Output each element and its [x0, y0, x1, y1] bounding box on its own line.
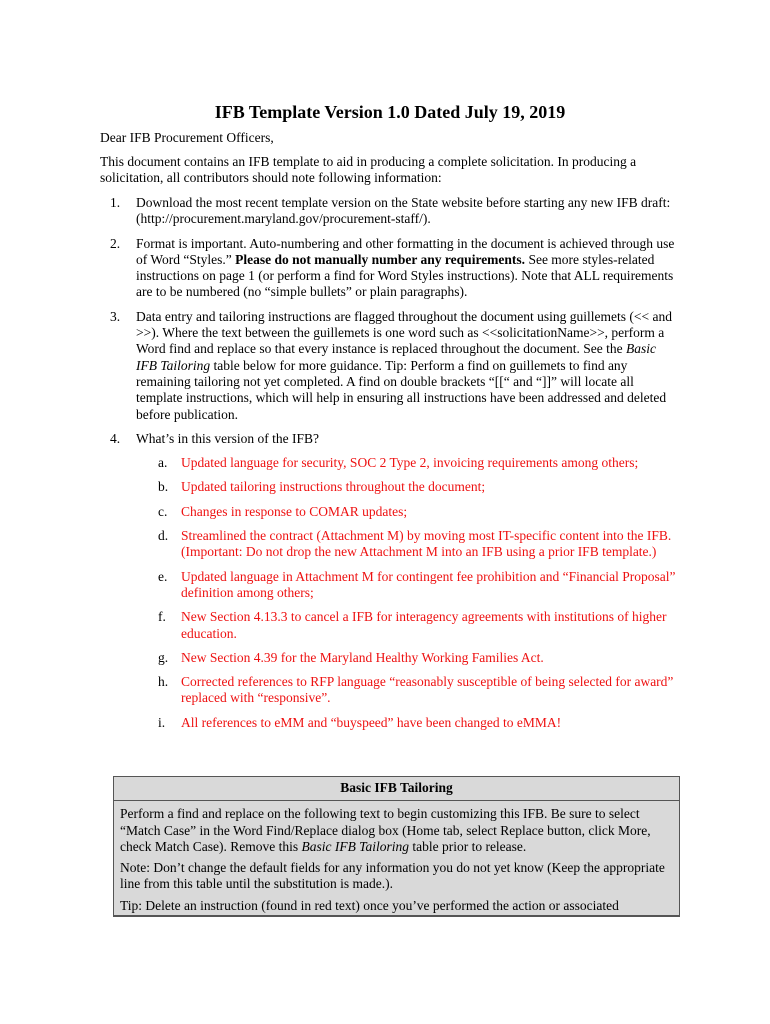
item-text-italic: Basic IFB Tailoring	[136, 341, 656, 373]
list-number: 3.	[110, 308, 121, 324]
item-text-run: See more styles-related instructions on page 1 (or perform a find for Word Styles instructions). Note that ALL requirements are to be numbered (no “simple bullets” or plain paragraphs).	[136, 251, 674, 300]
sub-list-item	[136, 650, 680, 666]
item-text-run: table below for more guidance. Tip: Perform a find on guillemets to find any remaining tailoring not yet completed. A find on double brackets “[[“ and “]]” will locate all template instructions, which will help in ensuring all instructions have been addressed and deleted before publication.	[136, 357, 667, 422]
table-bottom-border	[113, 915, 680, 917]
sub-list-letter: e.	[158, 568, 168, 584]
basic-ifb-tailoring-table	[113, 776, 680, 917]
list-number: 4.	[110, 430, 121, 446]
instruction-list	[100, 195, 680, 739]
table-text-italic: Basic IFB Tailoring	[301, 838, 409, 854]
document-title: IFB Template Version 1.0 Dated July 19, 2019	[214, 102, 566, 122]
sub-list-item	[136, 528, 680, 561]
item-text: What’s in this version of the IFB?	[136, 430, 319, 446]
item-text	[136, 195, 670, 226]
greeting: Dear IFB Procurement Officers,	[100, 130, 274, 145]
sub-item-text: New Section 4.13.3 to cancel a IFB for interagency agreements with institutions of higher education.	[181, 609, 667, 641]
sub-list-letter: i.	[158, 714, 166, 730]
list-number: 1.	[110, 195, 121, 210]
sub-list-item	[136, 569, 680, 602]
item-text	[136, 309, 672, 422]
item-text-run: Format is important. Auto-numbering and other formatting in the document is achieved through use of Word “Styles.”	[136, 235, 675, 267]
sub-list-letter: c.	[158, 503, 168, 519]
list-item	[100, 431, 680, 731]
sub-item-text: Streamlined the contract (Attachment M) by moving most IT-specific content into the IFB. (Important: Do not drop the new Attachment M into an IFB using a prior IFB template.)	[181, 528, 672, 560]
sub-list-item	[136, 609, 680, 642]
sub-item-text: New Section 4.39 for the Maryland Healthy Working Families Act.	[181, 649, 544, 665]
sub-list-letter: g.	[158, 649, 169, 665]
sub-list-item	[136, 455, 680, 471]
item-text-bold: Please do not manually number any requirements.	[235, 251, 526, 267]
sub-item-text: Updated language in Attachment M for contingent fee prohibition and “Financial Proposal” definition among others;	[181, 568, 676, 600]
list-item	[100, 309, 680, 423]
item-text-run: Download the most recent template version on the State website before starting any new IFB draft: (http://procurement.maryland.gov/procurement-staff/).	[136, 195, 671, 227]
sub-list-item	[136, 479, 680, 495]
intro-paragraph: This document contains an IFB template to aid in producing a complete solicitation. In producing a solicitation, all contributors should note following information:	[100, 154, 637, 186]
table-paragraph	[114, 855, 679, 893]
sub-item-text: Updated tailoring instructions throughout the document;	[181, 479, 486, 495]
sub-list-item	[136, 674, 680, 707]
sub-list-item	[136, 715, 680, 731]
table-text-run: table prior to release.	[408, 838, 527, 854]
sub-list-item	[136, 504, 680, 520]
sub-item-text: Changes in response to COMAR updates;	[181, 503, 408, 519]
sub-list-letter: h.	[158, 674, 169, 690]
table-text-run: Tip: Delete an instruction (found in red text) once you’ve performed the action or associated	[120, 897, 619, 913]
sub-list-letter: d.	[158, 528, 169, 544]
table-heading: Basic IFB Tailoring	[114, 777, 679, 801]
list-item	[100, 195, 680, 228]
table-text-run: Perform a find and replace on the following text to begin customizing this IFB. Be sure to select “Match Case” in the Word Find/Replace dialog box (Home tab, select Replace button, click More, check Match Case). Remove this	[120, 806, 651, 854]
table-paragraph	[114, 893, 679, 914]
sub-list-letter: a.	[158, 455, 168, 471]
sub-list-letter: f.	[158, 609, 166, 625]
table-paragraph	[114, 801, 679, 855]
sub-item-text: Corrected references to RFP language “reasonably susceptible of being selected for award” replaced with “responsive”.	[181, 674, 674, 706]
list-number: 2.	[110, 235, 121, 251]
version-changes-list	[136, 455, 680, 731]
sub-item-text: All references to eMM and “buyspeed” have been changed to eMMA!	[181, 714, 562, 730]
item-text-run: Data entry and tailoring instructions are flagged throughout the document using guillemets (<< and >>). Where the text between the guillemets is one word such as <<solicitationName>>, perform a Word find and replace so that every instance is replaced throughout the document. See the	[136, 308, 672, 357]
table-text-run: Note: Don’t change the default fields for any information you do not yet know (Keep the appropriate line from this table until the substitution is made.).	[120, 860, 665, 892]
list-item	[100, 236, 680, 301]
sub-item-text: Updated language for security, SOC 2 Type 2, invoicing requirements among others;	[181, 455, 639, 471]
sub-list-letter: b.	[158, 479, 169, 495]
item-text	[136, 236, 674, 300]
